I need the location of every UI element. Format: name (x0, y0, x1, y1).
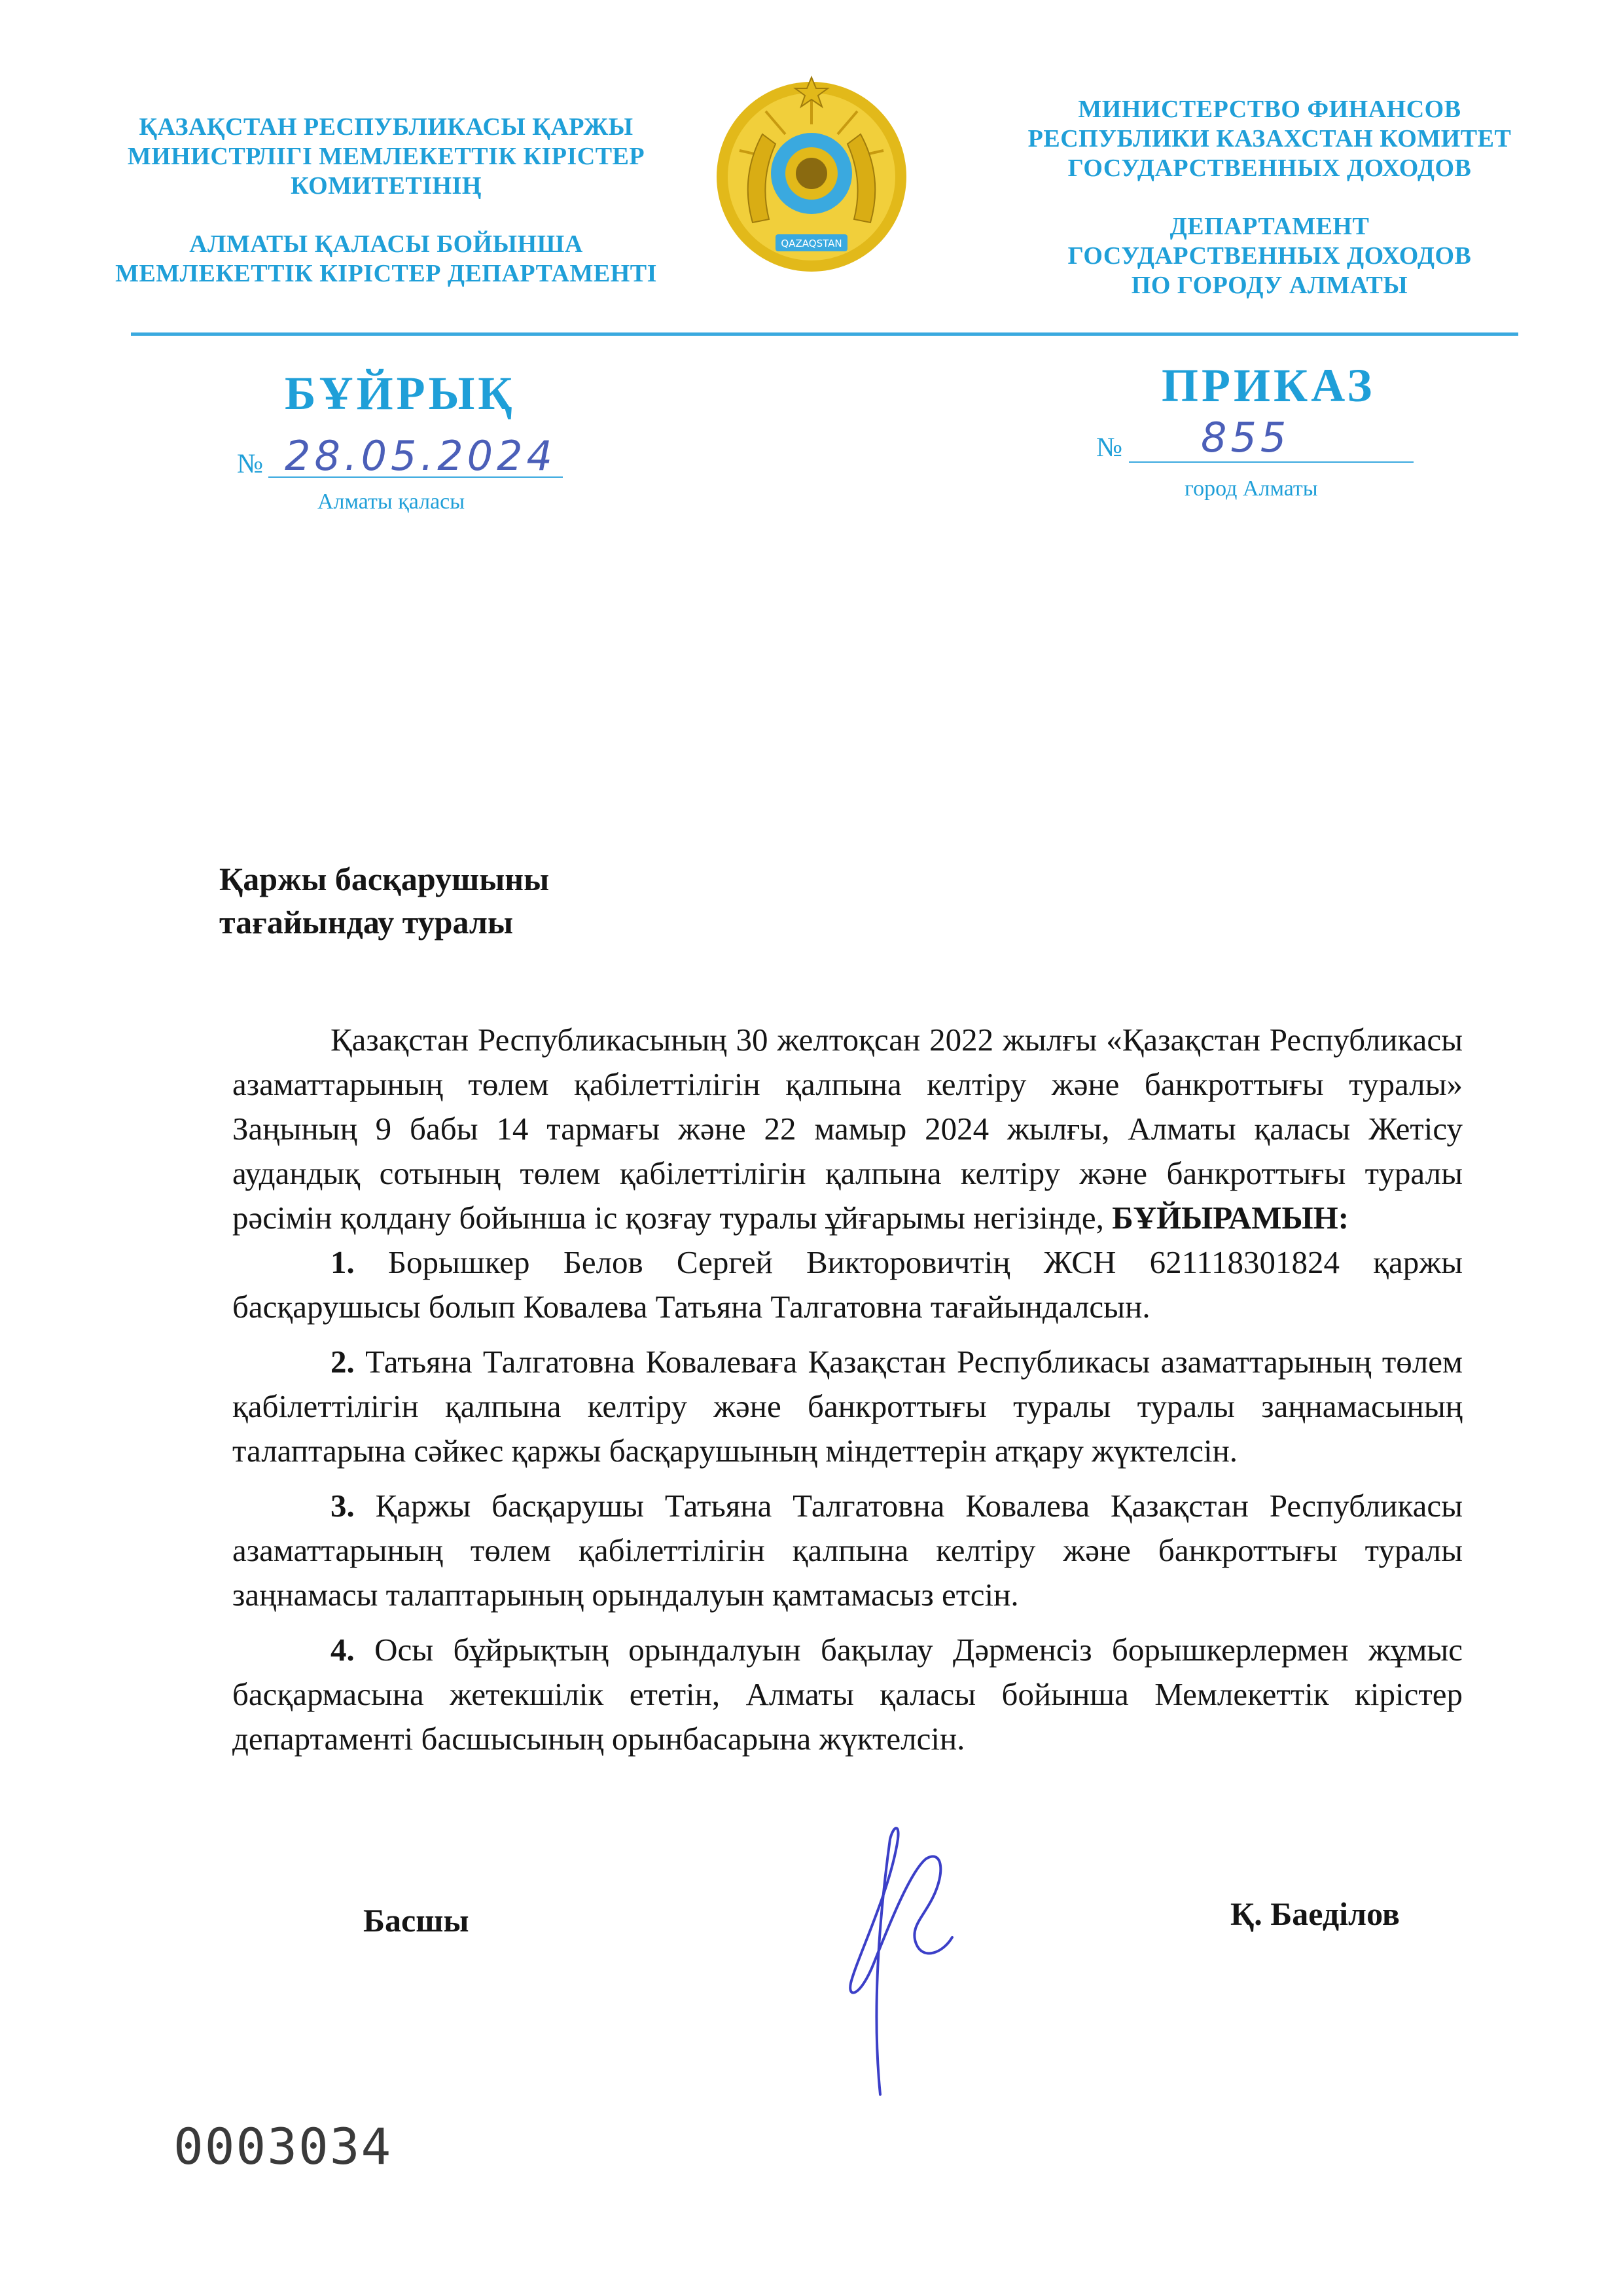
kazakhstan-state-emblem-icon (713, 72, 910, 288)
letterhead-ru-line: ГОСУДАРСТВЕННЫХ ДОХОДОВ (1067, 154, 1472, 182)
letterhead-kz-line: МИНИСТРЛІГІ МЕМЛЕКЕТТІК КІРІСТЕР (127, 143, 645, 170)
order-item (232, 1484, 1463, 1617)
letterhead-kz-line: ҚАЗАҚСТАН РЕСПУБЛИКАСЫ ҚАРЖЫ (139, 113, 633, 141)
preamble-paragraph (232, 1018, 1463, 1240)
order-item-text: Қаржы басқарушы Татьяна Талгатовна Ковалева Қазақстан Республикасы азаматтарының төлем қабілеттілігін қалпына келтіру және банкроттығы туралы заңнамасы талаптарының орындалуын қамтамасыз етсін. (232, 1488, 1463, 1613)
letterhead-ru-line: ГОСУДАРСТВЕННЫХ ДОХОДОВ (1067, 242, 1472, 270)
order-item-number: 3. (330, 1488, 355, 1524)
preamble-text: Қазақстан Республикасының 30 желтоқсан 2022 жылғы «Қазақстан Республикасы азаматтарының төлем қабілеттілігін қалпына келтіру және банкроттығы туралы» Заңының 9 бабы 14 тармағы және 22 мамыр 2024 жылғы, Алматы қаласы Жетісу аудандық сотының төлем қабілеттілігін қалпына келтіру және банкроттығы туралы рәсімін қолдану бойынша іс қозғау туралы ұйғарымы негізінде, (232, 1022, 1463, 1236)
letterhead-ru-line: ПО ГОРОДУ АЛМАТЫ (1131, 272, 1408, 299)
order-title-russian: ПРИКАЗ (1162, 359, 1376, 412)
letterhead-ru-line: ДЕПАРТАМЕНТ (1169, 213, 1370, 240)
letterhead-ru-line: МИНИСТЕРСТВО ФИНАНСОВ (1078, 96, 1461, 123)
order-item-text: Татьяна Талгатовна Ковалеваға Қазақстан Республикасы азаматтарының төлем қабілеттілігін қалпына келтіру және банкроттығы туралы туралы заңнамасының талаптарына сәйкес қаржы басқарушының міндеттерін атқару жүктелсін. (232, 1344, 1463, 1469)
order-number-line (1129, 461, 1414, 463)
order-item-text: Борышкер Белов Сергей Викторовичтің ЖСН 621118301824 қаржы басқарушысы болып Ковалева Татьяна Талгатовна тағайындалсын. (232, 1244, 1463, 1325)
subject-line: Қаржы басқарушыны (219, 861, 550, 897)
order-word: БҰЙЫРАМЫН: (1112, 1200, 1349, 1236)
order-item (232, 1340, 1463, 1473)
emblem-inscription: QAZAQSTAN (781, 238, 842, 249)
letterhead-kz-line: МЕМЛЕКЕТТІК КІРІСТЕР ДЕПАРТАМЕНТІ (115, 260, 657, 287)
order-item-text: Осы бұйрықтың орындалуын бақылау Дәрменсіз борышкерлермен жұмыс басқармасына жетекшілік ететін, Алматы қаласы бойынша Мемлекеттік кірістер департаменті басшысының орынбасарына жүктелсін. (232, 1632, 1463, 1757)
handwritten-signature-icon (812, 1813, 962, 2101)
signatory-name: Қ. Баеділов (1230, 1895, 1400, 1932)
letterhead-kazakh (98, 113, 674, 289)
order-title-kazakh: БҰЙРЫҚ (285, 367, 516, 420)
order-subject (219, 857, 549, 944)
order-item-number: 4. (330, 1632, 355, 1668)
letterhead-russian (995, 95, 1544, 300)
order-item (232, 1240, 1463, 1329)
letterhead-ru-line: РЕСПУБЛИКИ КАЗАХСТАН КОМИТЕТ (1027, 125, 1512, 152)
order-item-number: 2. (330, 1344, 355, 1380)
serial-number: 0003034 (173, 2117, 393, 2176)
order-place-russian: город Алматы (1185, 476, 1318, 501)
letterhead-divider (131, 332, 1518, 336)
handwritten-order-number: 855 (1201, 414, 1291, 461)
order-place-kazakh: Алматы қаласы (317, 490, 465, 514)
order-item (232, 1628, 1463, 1761)
handwritten-date: 28.05.2024 (285, 432, 556, 480)
letterhead-kz-line: КОМИТЕТІНІҢ (291, 172, 482, 200)
order-number-label: № (237, 449, 264, 479)
order-number-label: № (1096, 433, 1123, 463)
order-item-number: 1. (330, 1244, 355, 1280)
letterhead-kz-line: АЛМАТЫ ҚАЛАСЫ БОЙЫНША (189, 230, 583, 258)
order-body (232, 1018, 1463, 1761)
signatory-role: Басшы (363, 1902, 469, 1939)
subject-line: тағайындау туралы (219, 904, 514, 941)
